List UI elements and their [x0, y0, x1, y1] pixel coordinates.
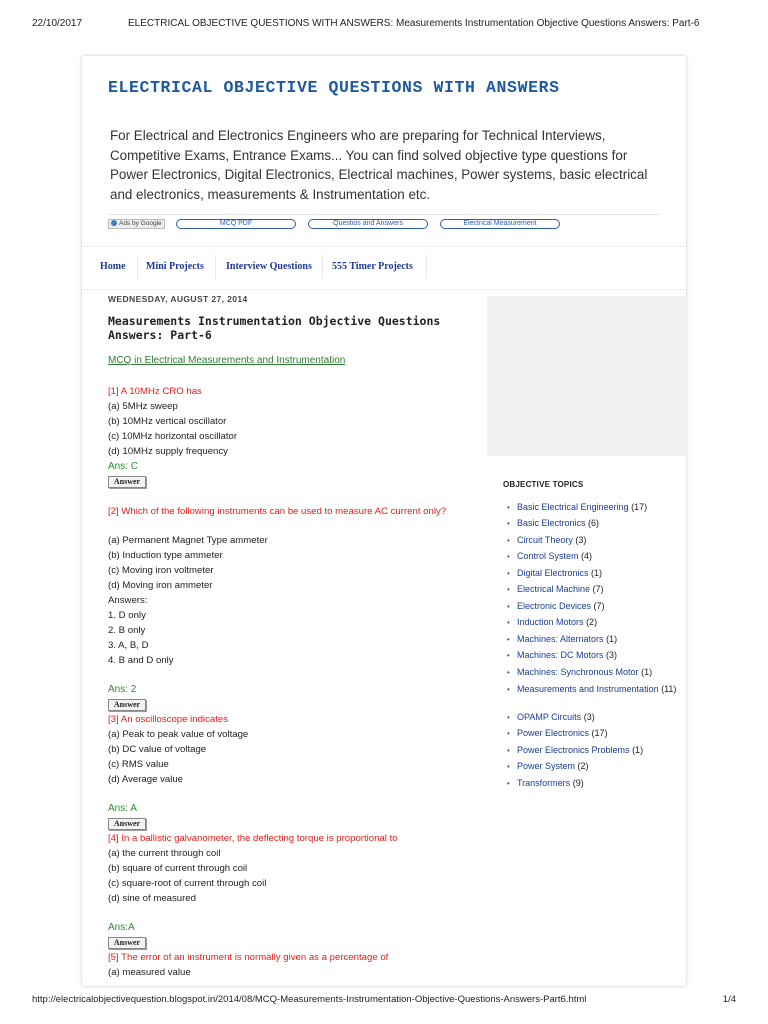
topic-link[interactable]: Basic Electronics [517, 518, 586, 528]
bullet-icon: • [507, 779, 510, 788]
nav-item-home[interactable]: Home [100, 261, 126, 272]
answer-text: Ans: A [108, 803, 137, 814]
ad-link-mcq-pdf[interactable]: MCQ PDF [176, 219, 296, 229]
nav-divider [322, 255, 323, 279]
topic-text [517, 617, 682, 628]
topic-link[interactable]: Transformers [517, 778, 571, 788]
ad-link-bar [108, 214, 660, 236]
answer-button[interactable]: Answer [108, 699, 146, 711]
question-1: [1] A 10MHz CRO has [108, 386, 202, 397]
topic-link[interactable]: Machines: DC Motors [517, 650, 604, 660]
topic-count: (2) [586, 617, 598, 627]
answer-button[interactable]: Answer [108, 937, 146, 949]
topic-link[interactable]: Digital Electronics [517, 568, 589, 578]
topic-item [507, 568, 682, 579]
topic-item [507, 535, 682, 546]
topic-count: (17) [631, 502, 648, 512]
bullet-icon: • [507, 713, 510, 722]
option: (b) square of current through coil [108, 863, 248, 874]
blog-page [82, 56, 686, 986]
topic-link[interactable]: Power Electronics [517, 728, 590, 738]
nav-bar [82, 246, 686, 290]
option: (c) Moving iron voltmeter [108, 565, 214, 576]
topic-text [517, 728, 682, 739]
topic-text [517, 568, 682, 579]
topic-count: (3) [606, 650, 618, 660]
bullet-icon: • [507, 569, 510, 578]
post-date: WEDNESDAY, AUGUST 27, 2014 [108, 294, 248, 304]
blog-title[interactable]: ELECTRICAL OBJECTIVE QUESTIONS WITH ANSWERS [108, 78, 560, 97]
topic-link[interactable]: OPAMP Circuits [517, 712, 582, 722]
topic-count: (1) [591, 568, 603, 578]
topic-text [517, 502, 682, 513]
nav-item-mini-projects[interactable]: Mini Projects [146, 261, 204, 272]
topic-link[interactable]: Power Electronics Problems [517, 745, 630, 755]
topic-text [517, 761, 682, 772]
bullet-icon: • [507, 746, 510, 755]
topic-count: (6) [588, 518, 600, 528]
bullet-icon: • [507, 602, 510, 611]
bullet-icon: • [507, 536, 510, 545]
ads-by-google-label[interactable] [108, 219, 165, 229]
topic-text [517, 634, 682, 645]
option: (d) Moving iron ammeter [108, 580, 213, 591]
choice: 3. A, B, D [108, 640, 149, 651]
option: (b) DC value of voltage [108, 744, 207, 755]
topic-link[interactable]: Power System [517, 761, 576, 771]
option: (a) measured value [108, 967, 191, 978]
topic-item [507, 667, 682, 678]
choice: 1. D only [108, 610, 146, 621]
topic-count: (17) [591, 728, 608, 738]
topic-item [507, 634, 682, 645]
topic-count: (7) [592, 584, 604, 594]
option: (d) 10MHz supply frequency [108, 446, 228, 457]
topic-item [507, 502, 682, 513]
topic-text [517, 778, 682, 789]
topic-item [507, 684, 682, 695]
topic-item [507, 617, 682, 628]
print-url: http://electricalobjectivequestion.blogspot.in/2014/08/MCQ-Measurements-Instrumentation-Objective-Questions-Answers-Part6.html [32, 994, 587, 1005]
topic-count: (1) [641, 667, 653, 677]
topic-count: (1) [606, 634, 618, 644]
nav-item-interview-questions[interactable]: Interview Questions [226, 261, 312, 272]
nav-item-555-timer-projects[interactable]: 555 Timer Projects [332, 261, 413, 272]
topic-text [517, 684, 682, 695]
question-5: [5] The error of an instrument is normally given as a percentage of [108, 952, 389, 963]
bullet-icon: • [507, 762, 510, 771]
topic-item [507, 601, 682, 612]
topic-text [517, 535, 682, 546]
topic-count: (3) [583, 712, 595, 722]
bullet-icon: • [507, 519, 510, 528]
topic-link[interactable]: Induction Motors [517, 617, 584, 627]
bullet-icon: • [507, 552, 510, 561]
nav-divider [426, 255, 427, 279]
answer-text: Ans: C [108, 461, 139, 472]
topic-item [507, 584, 682, 595]
answer-text: Ans:A [108, 922, 135, 933]
option: (c) square-root of current through coil [108, 878, 267, 889]
ad-link-questions-answers[interactable]: Questios and Answers [308, 219, 428, 229]
nav-divider [215, 255, 216, 279]
option: (a) 5MHz sweep [108, 401, 178, 412]
topic-item [507, 551, 682, 562]
topic-text [517, 601, 682, 612]
option: (b) Induction type ammeter [108, 550, 223, 561]
topic-link[interactable]: Circuit Theory [517, 535, 573, 545]
print-title: ELECTRICAL OBJECTIVE QUESTIONS WITH ANSWERS: Measurements Instrumentation Objective Questions Answers: Part-6 [128, 18, 700, 29]
bullet-icon: • [507, 668, 510, 677]
topic-count: (1) [632, 745, 644, 755]
topic-link[interactable]: Control System [517, 551, 579, 561]
topic-link[interactable]: Electrical Machine [517, 584, 591, 594]
bullet-icon: • [507, 618, 510, 627]
topic-item [507, 712, 682, 723]
bullet-icon: • [507, 729, 510, 738]
topic-text [517, 518, 682, 529]
topic-count: (11) [661, 684, 677, 694]
topic-item [507, 518, 682, 529]
topic-count: (9) [572, 778, 584, 788]
info-icon [111, 220, 117, 226]
topic-count: (4) [581, 551, 593, 561]
question-2: [2] Which of the following instruments can be used to measure AC current only? [108, 506, 447, 517]
topic-text [517, 712, 682, 723]
option: (d) sine of measured [108, 893, 196, 904]
topic-link[interactable]: Measurements and Instrumentation [517, 684, 659, 694]
sidebar-ad-placeholder [487, 296, 687, 456]
topic-text [517, 667, 682, 678]
topic-item [507, 745, 682, 756]
option: (a) the current through coil [108, 848, 221, 859]
topic-text [517, 584, 682, 595]
topic-link[interactable]: Machines: Synchronous Motor [517, 667, 639, 677]
answer-button[interactable]: Answer [108, 476, 146, 488]
topic-text [517, 745, 682, 756]
topic-item [507, 728, 682, 739]
nav-divider [137, 255, 138, 279]
topic-text [517, 650, 682, 661]
question-3: [3] An oscilloscope indicates [108, 714, 228, 725]
blog-description: For Electrical and Electronics Engineers who are preparing for Technical Interviews, Competitive Exams, Entrance Exams... You can find solved objective type questions for Power Electronics, Digital Electronics, Electrical machines, Power systems, basic electrical and electronics, measurements & Instrumentation etc. [110, 128, 648, 202]
choice: 4. B and D only [108, 655, 174, 666]
topic-count: (7) [593, 601, 605, 611]
topic-item [507, 778, 682, 789]
topic-link[interactable]: Electronic Devices [517, 601, 592, 611]
option: (b) 10MHz vertical oscillator [108, 416, 227, 427]
option: (c) 10MHz horizontal oscillator [108, 431, 238, 442]
sidebar-heading: OBJECTIVE TOPICS [503, 480, 584, 489]
option: (a) Peak to peak value of voltage [108, 729, 249, 740]
question-4: [4] In a ballistic galvanometer, the deflecting torque is proportional to [108, 833, 398, 844]
bullet-icon: • [507, 635, 510, 644]
topic-text [517, 551, 682, 562]
topic-link[interactable]: Basic Electrical Engineering [517, 502, 629, 512]
print-page-number: 1/4 [722, 994, 736, 1005]
answer-text: Ans: 2 [108, 684, 137, 695]
bullet-icon: • [507, 585, 510, 594]
answers-label: Answers: [108, 595, 148, 606]
bullet-icon: • [507, 503, 510, 512]
option: (d) Average value [108, 774, 184, 785]
topic-item [507, 761, 682, 772]
ads-by-text: Ads by Google [119, 220, 162, 227]
bullet-icon: • [507, 651, 510, 660]
bullet-icon: • [507, 685, 510, 694]
topic-count: (3) [575, 535, 587, 545]
answer-button[interactable]: Answer [108, 818, 146, 830]
topic-link[interactable]: Machines: Alternators [517, 634, 604, 644]
option: (c) RMS value [108, 759, 169, 770]
print-date: 22/10/2017 [32, 18, 83, 29]
option: (a) Permanent Magnet Type ammeter [108, 535, 268, 546]
post-subtitle-link[interactable]: MCQ in Electrical Measurements and Instrumentation [108, 355, 346, 366]
post-title[interactable]: Measurements Instrumentation Objective Questions Answers: Part-6 [108, 314, 441, 342]
ad-link-electrical-measurement[interactable]: Electrical Measurement [440, 219, 560, 229]
sidebar [487, 296, 687, 986]
topic-count: (2) [577, 761, 589, 771]
topic-item [507, 650, 682, 661]
choice: 2. B only [108, 625, 146, 636]
